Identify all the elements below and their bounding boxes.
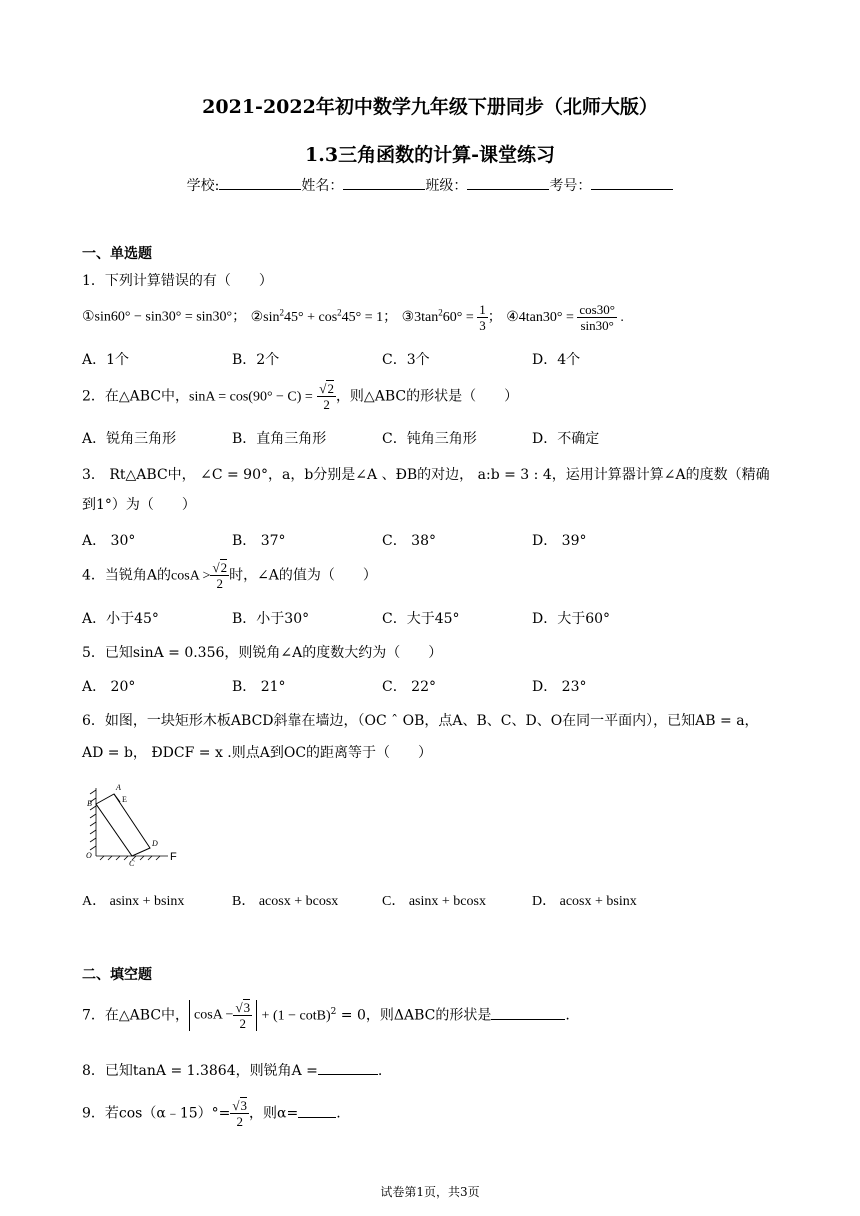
q8-answer-blank[interactable]: [318, 1060, 378, 1075]
q7-answer-blank[interactable]: [491, 1005, 565, 1020]
q4-option-b[interactable]: B．小于30°: [232, 611, 310, 627]
school-label: 学校:: [186, 178, 220, 194]
q3-option-d[interactable]: D． 39°: [532, 533, 587, 549]
q1-item4: ④4tan30° = $\frac{\cos 30^\circ}{\sin 30^\circ}$ .: [506, 302, 624, 333]
section-single-choice: 一、单选题: [82, 246, 152, 262]
class-label: 班级：: [425, 178, 468, 194]
fig-label-d: D: [152, 839, 158, 848]
q1-item2: $②\sin^245^\circ + \cos^245^\circ = 1$；: [250, 307, 398, 325]
q4-option-d[interactable]: D．大于60°: [532, 611, 611, 627]
q3-option-a[interactable]: A． 30°: [82, 533, 136, 549]
q5-stem: 5．已知sinA = 0.356，则锐角∠A的度数大约为（ ）: [82, 645, 443, 661]
q6-stem-line1: 6．如图，一块矩形木板ABCD斜靠在墙边，（OC ˆ OB，点A、B、C、D、O在同一平面内），已知AB = a，: [82, 713, 759, 729]
q1-option-a[interactable]: A．1个: [82, 352, 130, 368]
q1-option-c[interactable]: C．3个: [382, 352, 430, 368]
q4-option-a[interactable]: A．小于45°: [82, 611, 159, 627]
student-info-line: [0, 175, 860, 195]
fig-label-e: E: [122, 795, 127, 804]
q6-figure: [82, 780, 182, 866]
q1-item3: $③3\tan^260^\circ$ = $\frac{1}{3}$ ；: [401, 302, 502, 333]
board-segment-ae: [114, 794, 120, 802]
school-blank[interactable]: [219, 175, 301, 190]
q9-stem: 9．若cos（α﹣15）°= $\frac{√3}{2}$ ，则α= .: [82, 1098, 341, 1129]
q3-option-b[interactable]: B． 37°: [232, 533, 286, 549]
q2-fraction: $\frac{√2}{2}$: [319, 381, 334, 412]
name-label: 姓名：: [301, 178, 344, 194]
fig-label-f: F: [170, 851, 177, 863]
exam-title: 2021-2022年初中数学九年级下册同步（北师大版）: [202, 96, 658, 118]
q1-option-b[interactable]: B．2个: [232, 352, 280, 368]
q2-option-c[interactable]: C．钝角三角形: [382, 431, 477, 447]
q9-fraction: $\frac{√3}{2}$: [232, 1098, 248, 1129]
q5-option-c[interactable]: C． 22°: [382, 679, 436, 695]
q1-option-d[interactable]: D．4个: [532, 352, 581, 368]
q4-option-c[interactable]: C．大于45°: [382, 611, 460, 627]
q9-answer-blank[interactable]: [298, 1103, 336, 1118]
fig-label-o: O: [86, 851, 92, 860]
fig-label-b: B: [87, 799, 92, 808]
q3-option-c[interactable]: C． 38°: [382, 533, 436, 549]
page-footer: 试卷第1页，共3页: [380, 1185, 480, 1199]
q2-stem: 2．在△ABC中，sinA = cos(90° − C) = $\frac{√2}{2}$ ，则△ABC的形状是（ ）: [82, 381, 519, 412]
name-blank[interactable]: [343, 175, 425, 190]
q4-fraction: $\frac{√2}{2}$: [212, 560, 228, 591]
q5-option-d[interactable]: D． 23°: [532, 679, 587, 695]
q4-stem: 4．当锐角A的cosA > $\frac{√2}{2}$ 时，∠A的值为（ ）: [82, 560, 377, 591]
q2-option-a[interactable]: A．锐角三角形: [82, 431, 177, 447]
q7-stem: 7．在△ABC中， cosA − $\frac{√3}{2}$ + $(1 - \cot B)^2 = 0$，则ΔABC的形状是 .: [82, 1000, 570, 1031]
q6-stem-line2: AD = b， ÐDCF = x .则点A到OC的距离等于（ ）: [82, 745, 433, 761]
q3-stem-line2: 到1°）为（ ）: [82, 497, 196, 513]
q5-option-b[interactable]: B． 21°: [232, 679, 286, 695]
q6-option-b[interactable]: B． acosx + bcosx: [232, 894, 339, 909]
section-fill-blank: 二、填空题: [82, 967, 152, 983]
q6-option-c[interactable]: C． asinx + bcosx: [382, 894, 486, 909]
q2-option-b[interactable]: B．直角三角形: [232, 431, 327, 447]
q5-option-a[interactable]: A． 20°: [82, 679, 136, 695]
q6-option-d[interactable]: D． acosx + bsinx: [532, 894, 637, 909]
q1-item1: ①sin60° − sin30° = sin30°；: [82, 309, 247, 325]
q3-stem-line1: 3． Rt△ABC中， ∠C = 90°，a，b分别是∠A 、ÐB的对边， a:b = 3 : 4，运用计算器计算∠A的度数（精确: [82, 467, 770, 483]
fig-label-a: A: [116, 783, 121, 792]
q6-option-a[interactable]: A． asinx + bsinx: [82, 894, 185, 909]
q1-item4-fraction: $\frac{\cos 30^\circ}{\sin 30^\circ}$: [579, 302, 615, 333]
q7-fraction: $\frac{√3}{2}$: [235, 1000, 251, 1031]
exam-number-label: 考号：: [549, 178, 592, 194]
exam-number-blank[interactable]: [591, 175, 673, 190]
q8-stem: 8．已知tanA = 1.3864，则锐角A = .: [82, 1060, 382, 1080]
q7-absolute-value: cosA − $\frac{√3}{2}$: [189, 1000, 257, 1031]
exam-subtitle: 1.3三角函数的计算-课堂练习: [305, 144, 555, 166]
q1-stem: 1．下列计算错误的有（ ）: [82, 273, 273, 289]
q1-items: [82, 302, 624, 333]
class-blank[interactable]: [467, 175, 549, 190]
q2-option-d[interactable]: D．不确定: [532, 431, 600, 447]
q1-item3-fraction: $\frac{1}{3}$: [479, 302, 486, 333]
fig-label-c: C: [129, 859, 135, 866]
